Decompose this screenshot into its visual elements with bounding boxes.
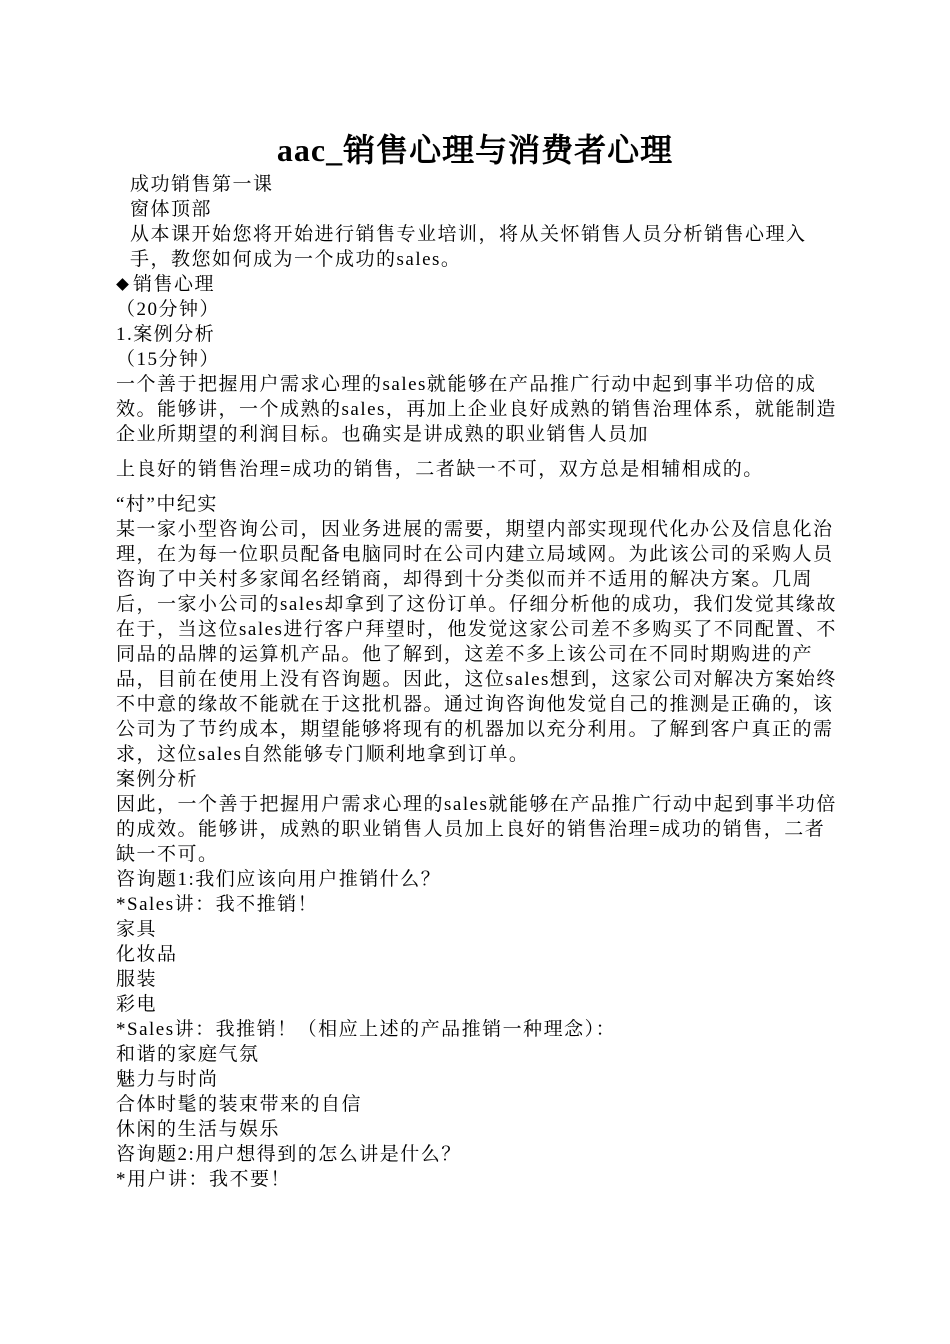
list-item: 合体时髦的装束带来的自信 xyxy=(116,1094,363,1115)
paragraph: 上良好的销售治理=成功的销售，二者缺一不可，双方总是相辅相成的。 xyxy=(116,459,764,480)
list-item: 魅力与时尚 xyxy=(116,1069,219,1090)
list-item: 彩电 xyxy=(116,994,158,1015)
paragraph: （15分钟） xyxy=(116,349,221,370)
paragraph: （20分钟） xyxy=(116,299,221,320)
paragraph: 一个善于把握用户需求心理的sales就能够在产品推广行动中起到事半功倍的成效。能够讲，一个成熟的sales，再加上企业良好成熟的销售治理体系，就能制造企业所期望的利润目标。也确实是讲成熟的职业销售人员加 xyxy=(116,374,837,445)
list-item: 家具 xyxy=(116,919,158,940)
paragraph: 成功销售第一课 xyxy=(130,174,274,195)
paragraph: 某一家小型咨询公司，因业务进展的需要，期望内部实现现代化办公及信息化治理，在为每一位职员配备电脑同时在公司内建立局域网。为此该公司的采购人员咨询了中关村多家闻名经销商，却得到十分类似而并不适用的解决方案。几周后，一家小公司的sales却拿到了这份订单。仔细分析他的成功，我们发觉其缘故在于，当这位sales进行客户拜望时，他发觉这家公司差不多购买了不同配置、不同品的品牌的运算机产品。他了解到，这差不多上该公司在不同时期购进的产品，目前在使用上没有咨询题。因此，这位sales想到，这家公司对解决方案始终不中意的缘故不能就在于这批机器。通过询咨询他发觉自己的推测是正确的，该公司为了节约成本，期望能够将现有的机器加以充分利用。了解到客户真正的需求，这位sales自然能够专门顺利地拿到订单。 xyxy=(116,519,837,765)
document-body xyxy=(116,172,840,1192)
list-item: 和谐的家庭气氛 xyxy=(116,1044,260,1065)
paragraph: *Sales讲：我推销！（相应上述的产品推销一种理念）： xyxy=(116,1019,617,1040)
paragraph: 因此，一个善于把握用户需求心理的sales就能够在产品推广行动中起到事半功倍的成效。能够讲，成熟的职业销售人员加上良好的销售治理=成功的销售，二者缺一不可。 xyxy=(116,794,837,865)
subsection-heading: 1.案例分析 xyxy=(116,324,216,345)
list-item: 化妆品 xyxy=(116,944,178,965)
section-heading-text: 销售心理 xyxy=(133,274,216,295)
list-item: 服装 xyxy=(116,969,158,990)
question-line: 咨询题2:用户想得到的怎么讲是什么？ xyxy=(116,1144,462,1165)
paragraph: *用户讲：我不要！ xyxy=(116,1169,292,1190)
list-item: 休闲的生活与娱乐 xyxy=(116,1119,281,1140)
paragraph: *Sales讲：我不推销！ xyxy=(116,894,319,915)
question-line: 咨询题1:我们应该向用户推销什么？ xyxy=(116,869,442,890)
section-heading xyxy=(116,272,840,297)
paragraph: 窗体顶部 xyxy=(130,199,213,220)
subsection-heading: “村”中纪实 xyxy=(116,494,218,515)
diamond-bullet-icon xyxy=(116,278,129,291)
document-title: aac_销售心理与消费者心理 xyxy=(276,132,674,168)
paragraph: 从本课开始您将开始进行销售专业培训，将从关怀销售人员分析销售心理入手，教您如何成为一个成功的sales。 xyxy=(130,224,807,270)
subsection-heading: 案例分析 xyxy=(116,769,199,790)
